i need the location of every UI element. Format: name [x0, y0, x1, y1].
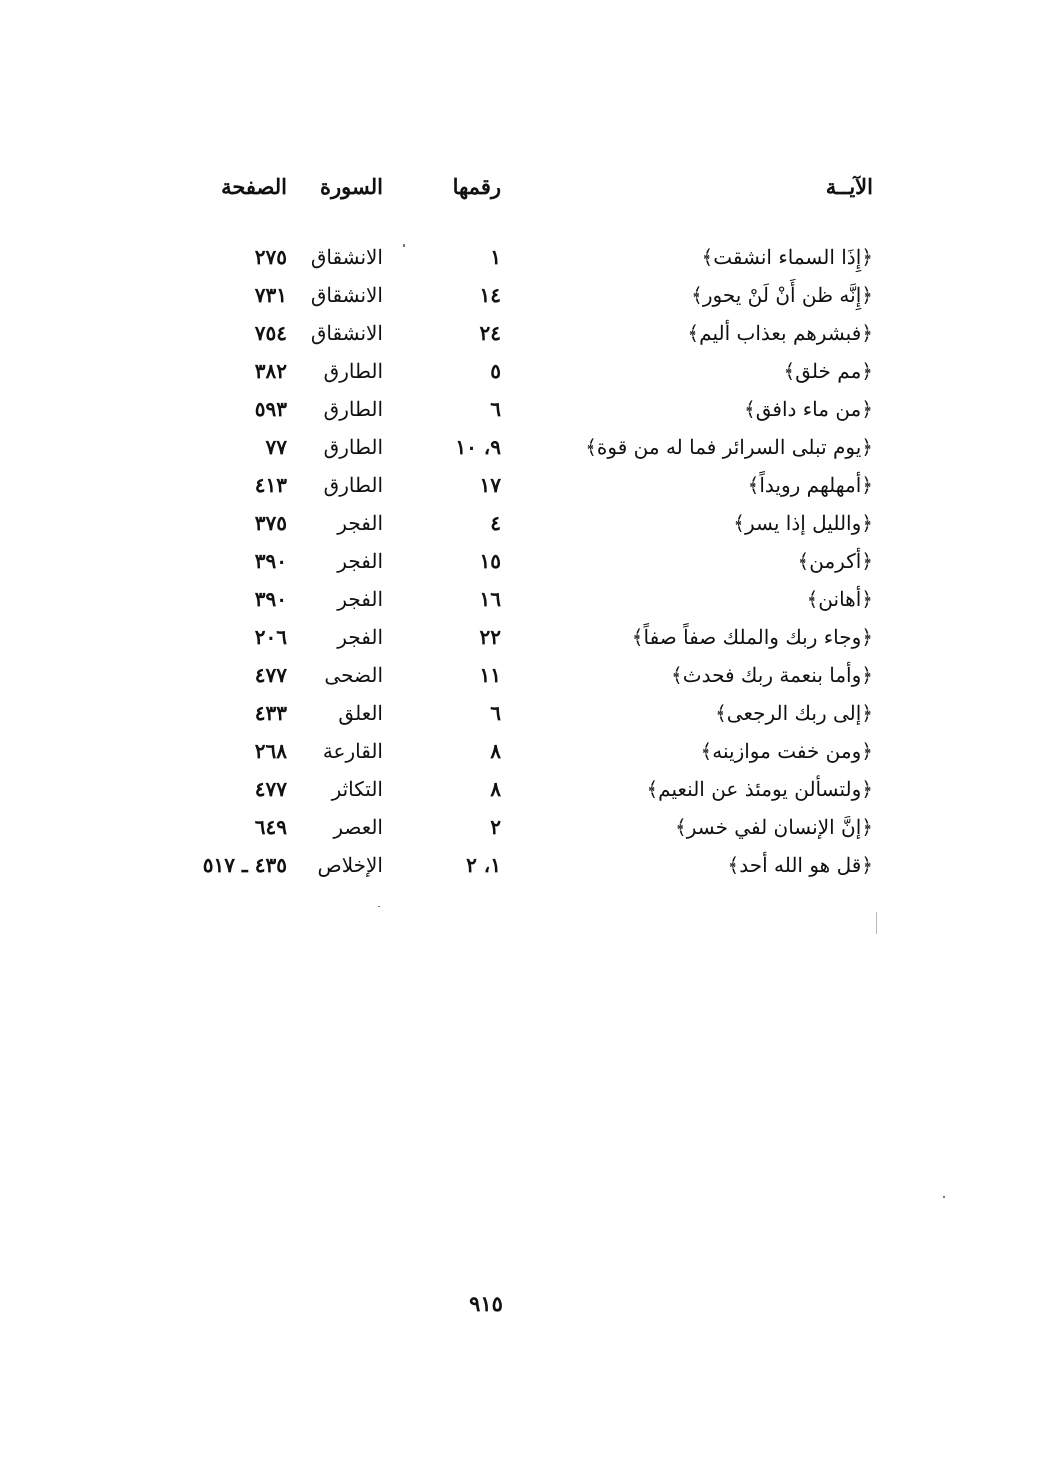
verse-cell: ﴿والليل إذا يسر﴾	[733, 511, 873, 535]
verse-cell: ﴿فبشرهم بعذاب أليم﴾	[687, 321, 873, 345]
surah-cell: الانشقاق	[310, 321, 383, 345]
surah-cell: الفجر	[337, 625, 383, 649]
header-page: الصفحة	[221, 174, 287, 199]
verse-number-cell: ١٧	[479, 473, 501, 497]
verse-number-cell: ١٤	[479, 283, 501, 307]
page-cell: ٣٩٠	[254, 549, 287, 573]
surah-cell: الفجر	[337, 587, 383, 611]
verse-cell: ﴿إلى ربك الرجعى﴾	[715, 701, 873, 725]
verse-cell: ﴿أهانن﴾	[806, 587, 873, 611]
page-cell: ٧٥٤	[254, 321, 287, 345]
page-cell: ٤٧٧	[254, 663, 287, 687]
verse-cell: ﴿ومن خفت موازينه﴾	[700, 739, 873, 763]
verse-cell: ﴿أمهلهم رويداً﴾	[747, 473, 873, 497]
page-cell: ٢٧٥	[254, 245, 287, 269]
page-cell: ٧٧	[265, 435, 287, 459]
page-cell: ٤١٣	[254, 473, 287, 497]
surah-cell: الفجر	[337, 549, 383, 573]
page-cell: ٤٣٣	[254, 701, 287, 725]
verse-number-cell: ٨	[490, 777, 501, 801]
scan-speck	[876, 912, 877, 934]
verse-cell: ﴿وجاء ربك والملك صفاً صفاً﴾	[631, 625, 873, 649]
verse-number-cell: ٦	[490, 701, 501, 725]
verse-cell: ﴿من ماء دافق﴾	[743, 397, 873, 421]
verse-number-cell: ١١	[479, 663, 501, 687]
verse-cell: ﴿مم خلق﴾	[783, 359, 873, 383]
page-cell: ٣٨٢	[254, 359, 287, 383]
surah-cell: الطارق	[323, 359, 383, 383]
verse-number-cell: ٢٢	[479, 625, 501, 649]
verse-cell: ﴿إِنَّه ظن أَنْ لَنْ يحور﴾	[691, 283, 873, 307]
page-cell: ٤٣٥ ـ ٥١٧	[202, 853, 287, 877]
surah-cell: القارعة	[322, 739, 383, 763]
page-cell: ٣٩٠	[254, 587, 287, 611]
verse-number-cell: ٤	[490, 511, 501, 535]
surah-cell: الضحى	[324, 663, 383, 687]
verse-number-cell: ٩، ١٠	[455, 435, 501, 459]
verse-number-cell: ٢	[490, 815, 501, 839]
verse-number-cell: ٥	[490, 359, 501, 383]
verse-cell: ﴿قل هو الله أحد﴾	[727, 853, 873, 877]
verse-number-cell: ٨	[490, 739, 501, 763]
page-cell: ٢٦٨	[254, 739, 287, 763]
page-cell: ٣٧٥	[254, 511, 287, 535]
surah-cell: الانشقاق	[310, 245, 383, 269]
verse-cell: ﴿ولتسألن يومئذ عن النعيم﴾	[646, 777, 873, 801]
header-surah: السورة	[320, 174, 383, 199]
surah-cell: العلق	[338, 701, 383, 725]
surah-cell: الطارق	[323, 397, 383, 421]
scan-speck	[943, 1196, 945, 1198]
verse-cell: ﴿إِذَا السماء انشقت﴾	[701, 245, 873, 269]
page-cell: ٤٧٧	[254, 777, 287, 801]
surah-cell: الطارق	[323, 473, 383, 497]
surah-cell: الإخلاص	[317, 853, 383, 877]
scan-speck	[403, 244, 405, 247]
surah-cell: التكاثر	[331, 777, 383, 801]
surah-cell: الانشقاق	[310, 283, 383, 307]
page-cell: ٦٤٩	[254, 815, 287, 839]
header-number: رقمها	[452, 174, 501, 199]
verse-number-cell: ١٥	[479, 549, 501, 573]
page-cell: ٢٠٦	[254, 625, 287, 649]
page-number: ٩١٥	[469, 1291, 503, 1316]
verse-number-cell: ١٦	[479, 587, 501, 611]
verse-cell: ﴿يوم تبلى السرائر فما له من قوة﴾	[585, 435, 873, 459]
header-verse: الآيــة	[825, 174, 873, 199]
surah-cell: الطارق	[323, 435, 383, 459]
verse-cell: ﴿إنَّ الإنسان لفي خسر﴾	[674, 815, 873, 839]
verse-number-cell: ١، ٢	[466, 853, 501, 877]
surah-cell: الفجر	[337, 511, 383, 535]
verse-cell: ﴿وأما بنعمة ربك فحدث﴾	[671, 663, 873, 687]
verse-number-cell: ١	[490, 245, 501, 269]
surah-cell: العصر	[333, 815, 383, 839]
scan-speck	[378, 906, 380, 907]
verse-number-cell: ٦	[490, 397, 501, 421]
verse-cell: ﴿أكرمن﴾	[797, 549, 873, 573]
page-cell: ٥٩٣	[254, 397, 287, 421]
page-cell: ٧٣١	[254, 283, 287, 307]
verse-number-cell: ٢٤	[479, 321, 501, 345]
